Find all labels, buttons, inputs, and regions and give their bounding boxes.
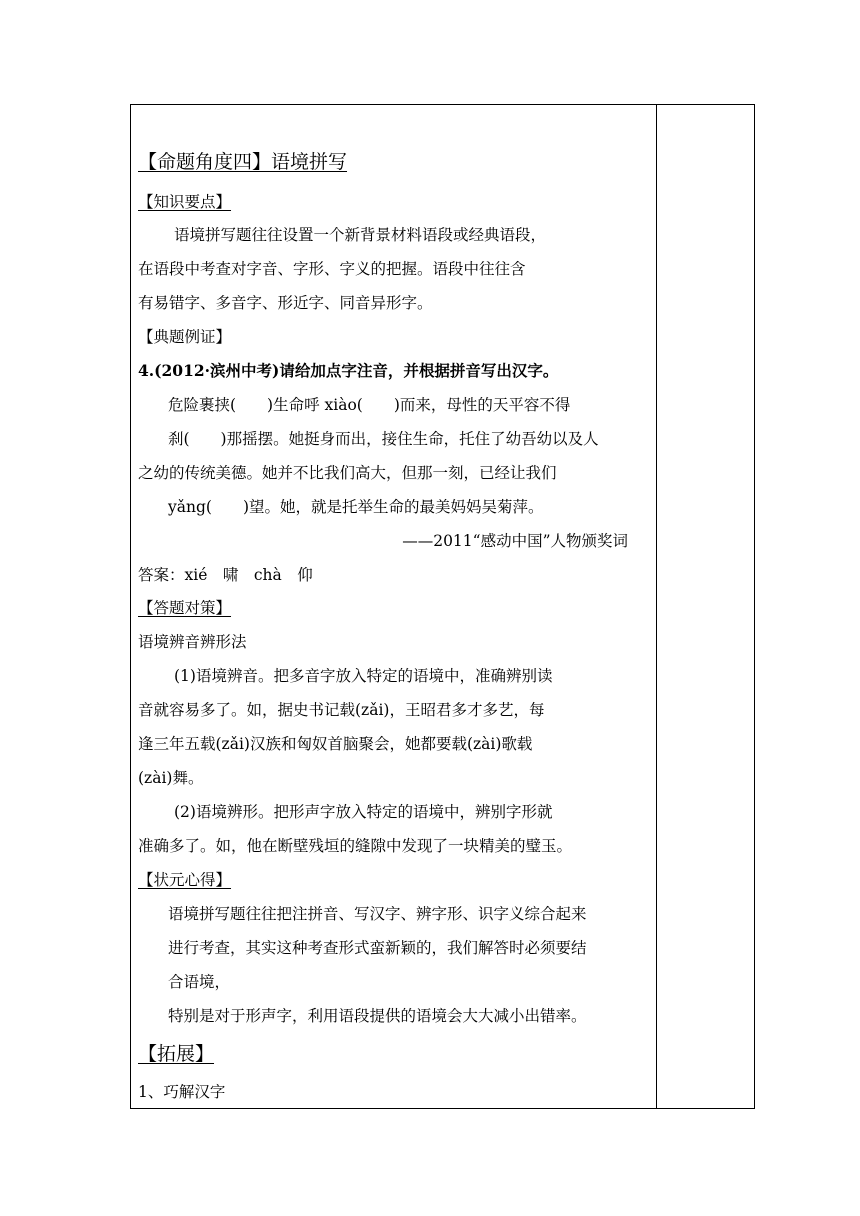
example-question: 4.(2012·滨州中考)请给加点字注音，并根据拼音写出汉字。 bbox=[138, 361, 559, 380]
example-line: yǎng( )望。她，就是托举生命的最美妈妈吴菊萍。 bbox=[168, 498, 544, 516]
extension-heading: 【拓展】 bbox=[138, 1043, 215, 1065]
example-source: ——2011“感动中国”人物颁奖词 bbox=[402, 532, 628, 550]
strategy-subtitle: 语境辨音辨形法 bbox=[138, 633, 247, 651]
extension-item: 1、巧解汉字 bbox=[138, 1083, 226, 1101]
strategy-line: 逢三年五载(zǎi)汉族和匈奴首脑聚会，她都要载(zài)歌载 bbox=[138, 735, 533, 753]
strategy-line: (1)语境辨音。把多音字放入特定的语境中，准确辨别读 bbox=[174, 667, 553, 685]
experience-line: 语境拼写题往往把注拼音、写汉字、辨字形、识字义综合起来 bbox=[168, 905, 587, 923]
knowledge-line: 语境拼写题往往设置一个新背景材料语段或经典语段， bbox=[174, 226, 547, 244]
strategy-line: (2)语境辨形。把形声字放入特定的语境中，辨别字形就 bbox=[174, 803, 553, 821]
strategy-heading: 【答题对策】 bbox=[138, 599, 232, 617]
experience-line: 合语境， bbox=[168, 973, 231, 991]
example-heading: 【典题例证】 bbox=[138, 328, 232, 346]
column-divider bbox=[656, 104, 657, 1109]
experience-heading: 【状元心得】 bbox=[138, 871, 232, 889]
section-title: 【命题角度四】语境拼写 bbox=[138, 151, 348, 173]
example-answer: 答案：xié 啸 chà 仰 bbox=[138, 566, 313, 584]
experience-line: 进行考查，其实这种考查形式蛮新颖的，我们解答时必须要结 bbox=[168, 939, 587, 957]
knowledge-heading: 【知识要点】 bbox=[138, 193, 232, 211]
experience-line: 特别是对于形声字，利用语段提供的语境会大大减小出错率。 bbox=[168, 1007, 587, 1025]
strategy-line: 准确多了。如，他在断壁残垣的缝隙中发现了一块精美的璧玉。 bbox=[138, 837, 573, 855]
example-line: 刹( )那摇摆。她挺身而出，接住生命，托住了幼吾幼以及人 bbox=[168, 430, 599, 448]
example-line: 危险裹挟( )生命呼 xiào( )而来，母性的天平容不得 bbox=[168, 396, 571, 414]
strategy-line: 音就容易多了。如，据史书记载(zǎi)，王昭君多才多艺，每 bbox=[138, 701, 545, 719]
example-line: 之幼的传统美德。她并不比我们高大，但那一刻，已经让我们 bbox=[138, 464, 557, 482]
knowledge-line: 有易错字、多音字、形近字、同音异形字。 bbox=[138, 294, 433, 312]
strategy-line: (zài)舞。 bbox=[138, 769, 204, 787]
knowledge-line: 在语段中考查对字音、字形、字义的把握。语段中往往含 bbox=[138, 260, 526, 278]
